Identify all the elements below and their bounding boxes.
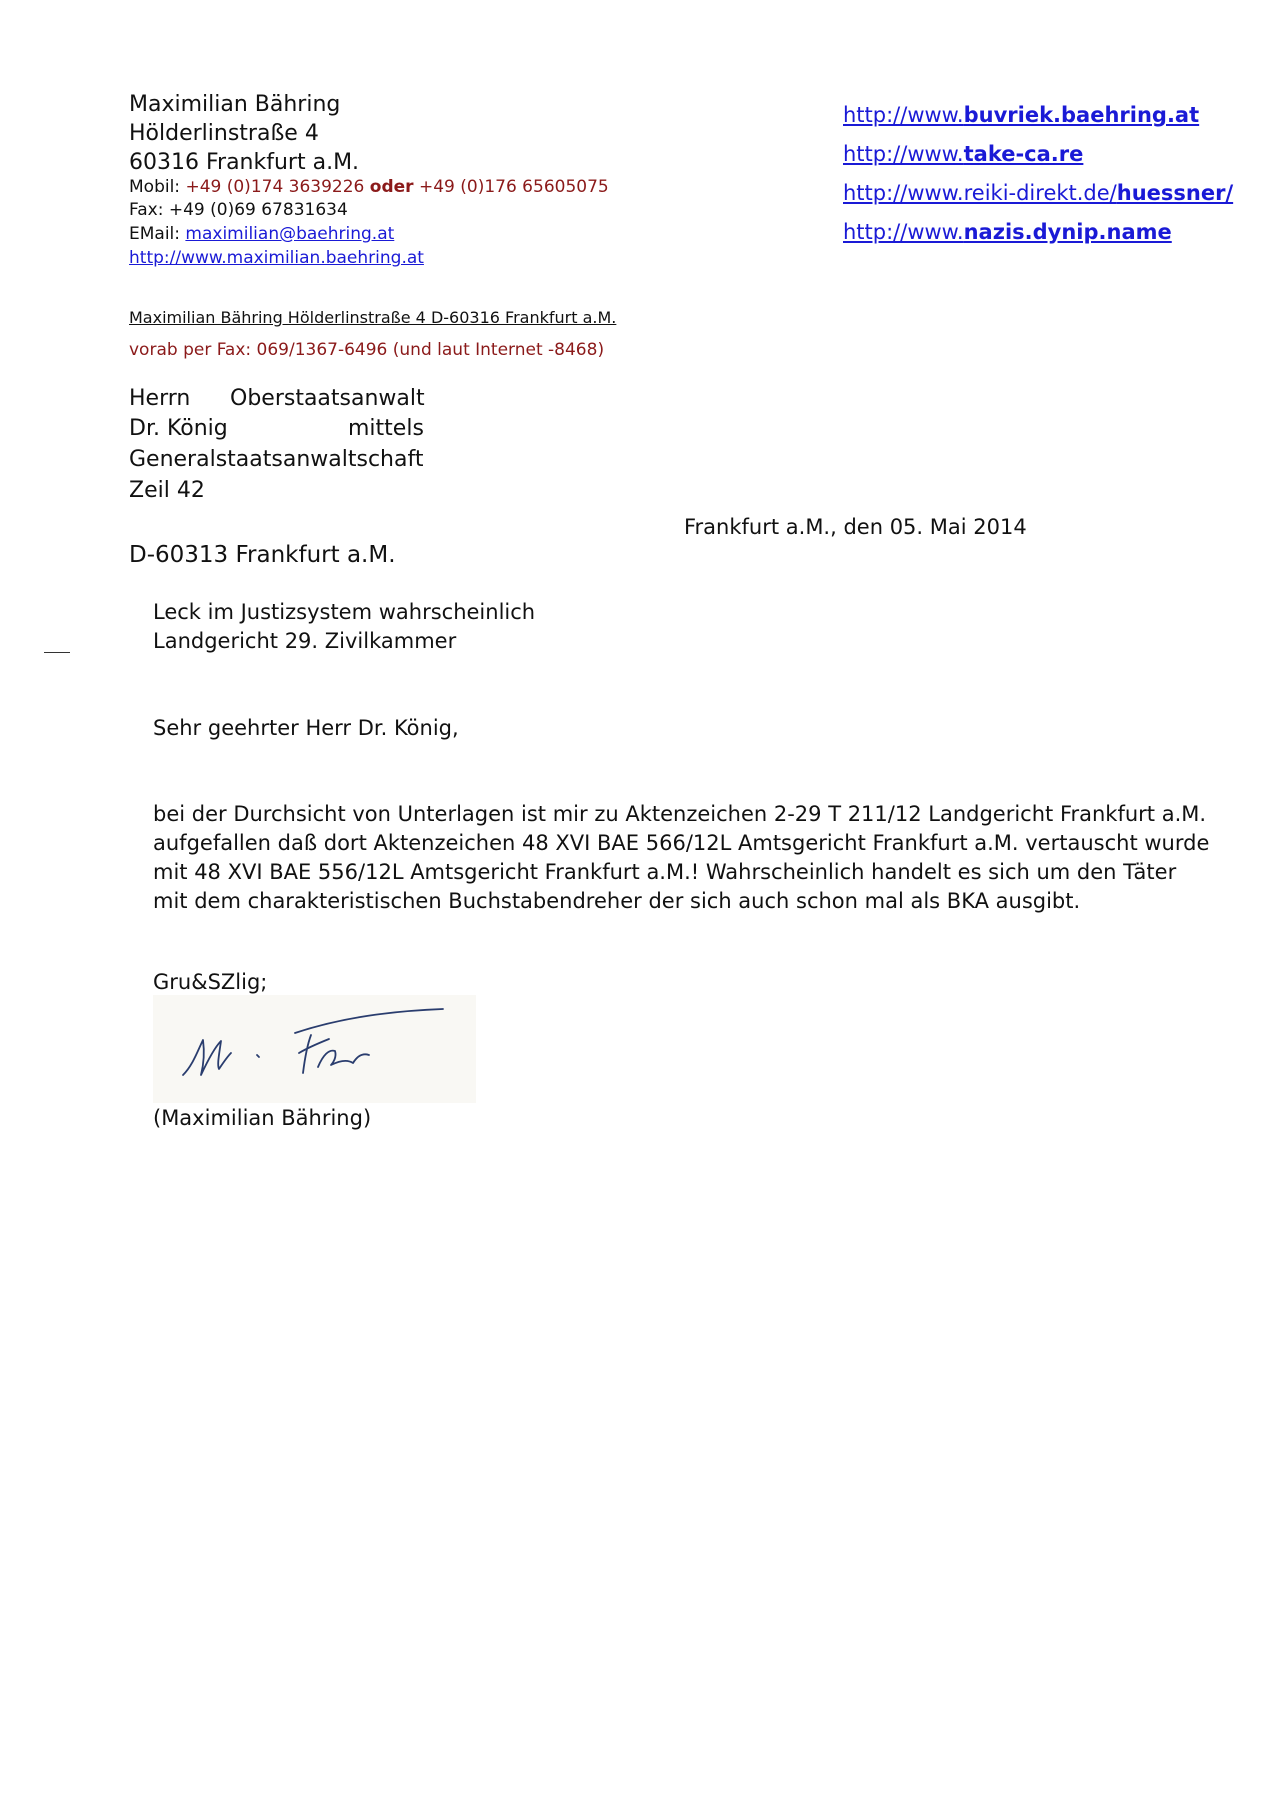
- recipient-organization: Generalstaatsanwaltschaft: [129, 447, 424, 472]
- closing: Gru&SZlig;: [153, 970, 268, 994]
- sender-street: Hölderlinstraße 4: [129, 121, 319, 146]
- website-link-buvriek[interactable]: http://www.buvriek.baehring.at: [843, 103, 1200, 127]
- sender-fax-line: [129, 200, 348, 220]
- subject-line-2: Landgericht 29. Zivilkammer: [153, 629, 457, 653]
- mobile-or: oder: [369, 177, 414, 197]
- fold-mark: [44, 652, 70, 653]
- fax-number: +49 (0)69 67831634: [168, 200, 348, 220]
- sender-city: 60316 Frankfurt a.M.: [129, 150, 360, 175]
- recipient-title: Oberstaatsanwalt: [230, 386, 425, 411]
- body-line: mit dem charakteristischen Buchstabendreher der sich auch schon mal als BKA ausgibt.: [153, 889, 1081, 913]
- date-line: Frankfurt a.M., den 05. Mai 2014: [684, 515, 1027, 539]
- return-address: Maximilian Bähring Hölderlinstraße 4 D-60316 Frankfurt a.M.: [129, 308, 617, 327]
- recipient-via: mittels: [348, 416, 424, 441]
- recipient-street: Zeil 42: [129, 478, 205, 503]
- fax-label: Fax:: [129, 200, 164, 220]
- sender-website-line: [129, 248, 424, 268]
- signer-name: (Maximilian Bähring): [153, 1106, 372, 1130]
- email-label: EMail:: [129, 224, 180, 244]
- website-link-reiki[interactable]: http://www.reiki-direkt.de/huessner/: [843, 181, 1234, 205]
- sender-phone-line: [129, 177, 609, 197]
- fax-note: vorab per Fax: 069/1367-6496 (und laut Internet -8468): [129, 340, 605, 360]
- body-paragraph: [153, 800, 1210, 916]
- email-link[interactable]: maximilian@baehring.at: [185, 224, 395, 244]
- sender-email-line: [129, 224, 394, 244]
- mobile-number-2: +49 (0)176 65605075: [418, 177, 609, 197]
- mobile-number-1: +49 (0)174 3639226: [185, 177, 365, 197]
- website-link-take-care[interactable]: http://www.take-ca.re: [843, 142, 1084, 166]
- body-line: bei der Durchsicht von Unterlagen ist mir zu Aktenzeichen 2-29 T 211/12 Landgericht Frankfurt a.M.: [153, 802, 1207, 826]
- signature-drawing: [153, 995, 476, 1103]
- recipient-name: Dr. König: [129, 416, 228, 441]
- recipient-city: D-60313 Frankfurt a.M.: [129, 542, 396, 568]
- website-link-nazis[interactable]: http://www.nazis.dynip.name: [843, 220, 1172, 244]
- body-line: aufgefallen daß dort Aktenzeichen 48 XVI BAE 566/12L Amtsgericht Frankfurt a.M. vertauscht wurde: [153, 831, 1210, 855]
- body-line: mit 48 XVI BAE 556/12L Amtsgericht Frankfurt a.M.! Wahrscheinlich handelt es sich um den Täter: [153, 860, 1177, 884]
- mobile-label: Mobil:: [129, 177, 181, 197]
- subject-line-1: Leck im Justizsystem wahrscheinlich: [153, 600, 536, 624]
- sender-website-link[interactable]: http://www.maximilian.baehring.at: [129, 248, 424, 268]
- recipient-salutation: Herrn: [129, 386, 191, 411]
- sender-name: Maximilian Bähring: [129, 92, 341, 117]
- salutation: Sehr geehrter Herr Dr. König,: [153, 716, 459, 740]
- handwritten-signature: [153, 995, 476, 1103]
